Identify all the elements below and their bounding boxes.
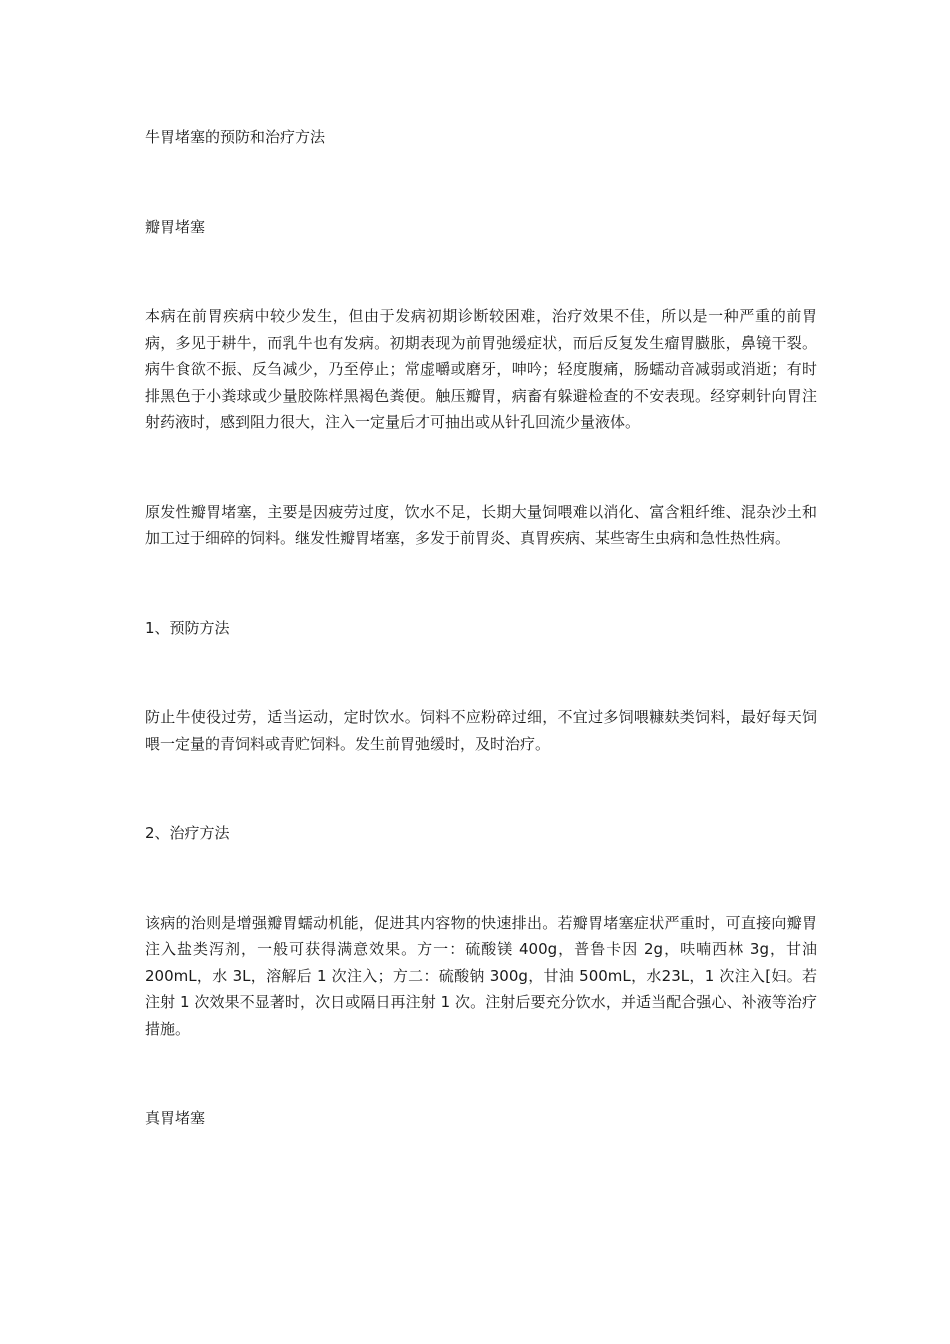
document-body xyxy=(145,124,817,1132)
document-title: 牛胃堵塞的预防和治疗方法 xyxy=(145,128,326,146)
section-heading-abomasum-impaction: 真胃堵塞 xyxy=(145,1109,206,1127)
paragraph-causes: 原发性瓣胃堵塞，主要是因疲劳过度，饮水不足，长期大量饲喂难以消化、富含粗纤维、混杂沙土和加工过于细碎的饲料。继发性瓣胃堵塞，多发于前胃炎、真胃疾病、某些寄生虫病和急性热性病。 xyxy=(145,502,817,547)
section-heading-omasum-impaction: 瓣胃堵塞 xyxy=(145,217,206,236)
paragraph-treatment: 该病的治则是增强瓣胃蠕动机能，促进其内容物的快速排出。若瓣胃堵塞症状严重时，可直接向瓣胃注入盐类泻剂，一般可获得满意效果。方一：硫酸镁 400g，普鲁卡因 2g，呋喃西林 3g，甘油 200mL，水 3L，溶解后 1 次注入；方二：硫酸钠 300g，甘油 500mL，水23L，1 次注入[妇。若注射 1 次效果不显著时，次日或隔日再注射 1 次。注射后要充分饮水，并适当配合强心、补液等治疗措施。 xyxy=(145,913,817,1038)
subheading-treatment: 2、治疗方法 xyxy=(145,824,230,842)
paragraph-disease-description: 本病在前胃疾病中较少发生，但由于发病初期诊断较困难，治疗效果不佳，所以是一种严重的前胃病，多见于耕牛，而乳牛也有发病。初期表现为前胃弛缓症状，而后反复发生瘤胃臌胀，鼻镜干裂。病牛食欲不振、反刍减少，乃至停止；常虚嚼或磨牙，呻吟；轻度腹痛，肠蠕动音减弱或消逝；有时排黑色于小粪球或少量胶陈样黑褐色粪便。触压瓣胃，病畜有躲避检查的不安表现。经穿刺针向胃注射药液时，感到阻力很大，注入一定量后才可抽出或从针孔回流少量液体。 xyxy=(145,307,817,431)
paragraph-prevention: 防止牛使役过劳，适当运动，定时饮水。饲料不应粉碎过细，不宜过多饲喂糠麸类饲料，最好每天饲喂一定量的青饲料或青贮饲料。发生前胃弛缓时，及时治疗。 xyxy=(145,708,817,753)
subheading-prevention: 1、预防方法 xyxy=(145,618,230,637)
